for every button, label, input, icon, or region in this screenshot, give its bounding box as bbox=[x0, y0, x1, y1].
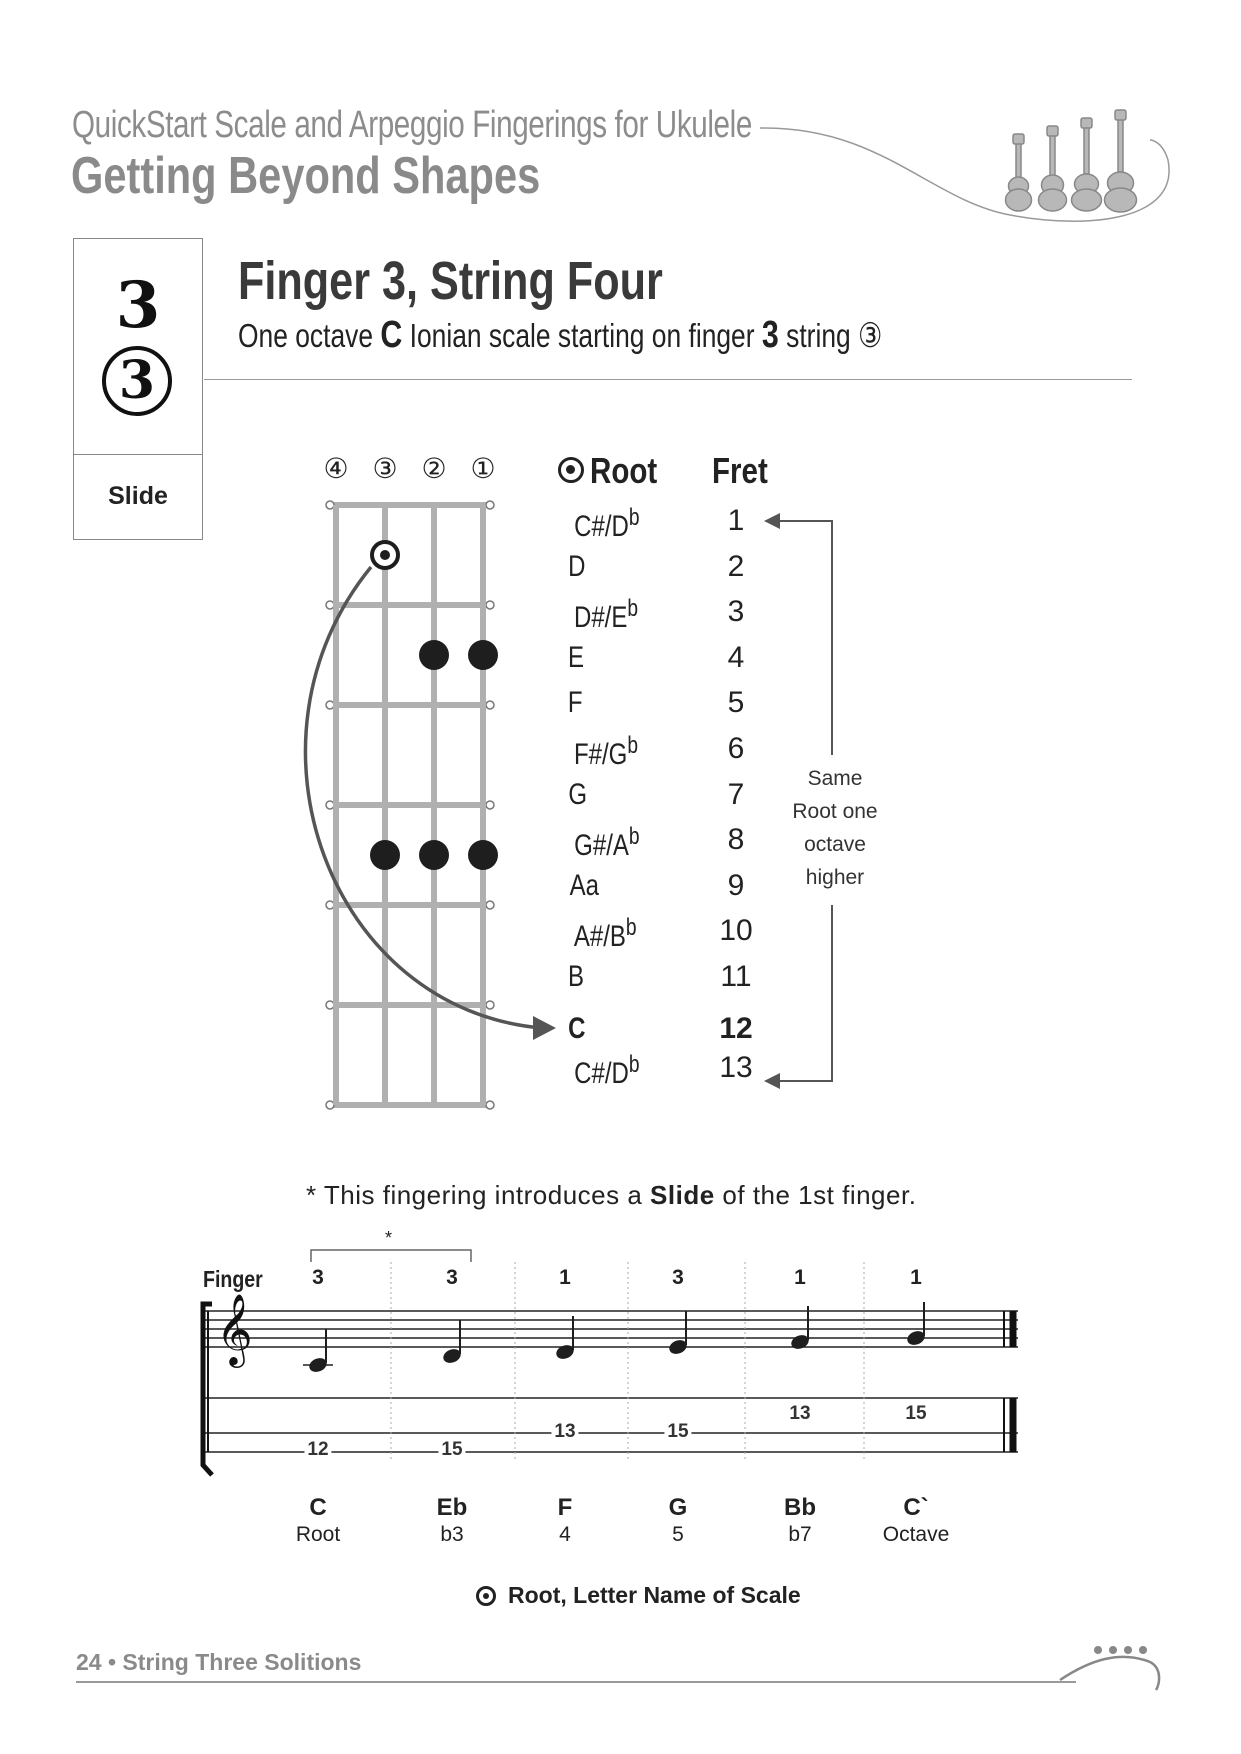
fret-number: 7 bbox=[727, 778, 745, 811]
scale-key: C bbox=[380, 314, 403, 356]
string-label: ① bbox=[470, 452, 496, 485]
flat-sign: b bbox=[627, 732, 639, 759]
finger-number-label: 3 bbox=[446, 1266, 458, 1289]
treble-clef-icon: 𝄞 bbox=[216, 1292, 253, 1365]
note-letter: D#/E bbox=[574, 601, 628, 634]
root-symbol-icon bbox=[476, 1586, 496, 1606]
scale-degree-interval: b3 bbox=[440, 1523, 464, 1546]
string-label: ③ bbox=[372, 452, 398, 485]
note-letter: C bbox=[568, 1012, 586, 1045]
scale-degree-interval: Root bbox=[295, 1523, 341, 1546]
flat-sign: b bbox=[628, 504, 640, 531]
slide-mark: * bbox=[385, 1228, 393, 1248]
same-root-line: higher bbox=[805, 866, 865, 889]
note-letter: A#/B bbox=[573, 920, 626, 953]
scale-degree-note: C bbox=[309, 1494, 327, 1521]
section-title: Finger 3, String Four bbox=[238, 251, 663, 311]
tab-fret-number: 15 bbox=[664, 1421, 691, 1443]
flat-sign: b bbox=[625, 914, 637, 941]
tab-fret-number: 13 bbox=[786, 1403, 813, 1425]
fret-number: 2 bbox=[727, 550, 745, 583]
finger-row-label: Finger bbox=[203, 1266, 263, 1292]
scale-degree-note: F bbox=[557, 1494, 573, 1521]
string-number-circle: 3 bbox=[102, 346, 172, 416]
same-root-line: Root one bbox=[792, 800, 878, 823]
same-root-line: Same bbox=[807, 767, 863, 790]
footer-page-label: 24 • String Three Solitions bbox=[76, 1649, 362, 1675]
finger-number-label: 1 bbox=[559, 1266, 571, 1289]
tab-fret-number: 13 bbox=[551, 1421, 578, 1443]
scale-degree-interval: Octave bbox=[882, 1523, 950, 1546]
finger-number-label: 3 bbox=[672, 1266, 684, 1289]
fret-column-header: Fret bbox=[712, 450, 768, 491]
subtitle-text: One octave bbox=[238, 317, 381, 354]
finger-number-label: 1 bbox=[910, 1266, 922, 1289]
note-letter: E bbox=[568, 641, 585, 674]
note-letter: Aa bbox=[569, 869, 600, 902]
chapter-title: Getting Beyond Shapes bbox=[71, 147, 541, 205]
scale-degree-note: Bb bbox=[784, 1494, 816, 1521]
fret-number: 12 bbox=[719, 1012, 753, 1045]
legend-label: Root, Letter Name of Scale bbox=[508, 1582, 801, 1608]
scale-degree-note: Eb bbox=[436, 1494, 468, 1521]
note-letter: G bbox=[568, 778, 588, 811]
scale-degree-note: C` bbox=[903, 1494, 929, 1521]
note-letter: C#/D bbox=[574, 510, 629, 543]
subtitle-text: string bbox=[778, 317, 859, 354]
note-letter: F#/G bbox=[574, 738, 628, 771]
technique-label: Slide bbox=[108, 482, 168, 510]
fret-number: 13 bbox=[719, 1051, 753, 1084]
footnote-bold: Slide bbox=[650, 1180, 715, 1210]
root-column-header: Root bbox=[590, 450, 658, 491]
slide-bracket bbox=[311, 1250, 471, 1262]
flat-sign: b bbox=[628, 823, 640, 850]
fret-number: 4 bbox=[727, 641, 745, 674]
note-letter: C#/D bbox=[574, 1057, 629, 1090]
string-label: ④ bbox=[323, 452, 349, 485]
scale-degree-note: G bbox=[668, 1494, 688, 1521]
flat-sign: b bbox=[628, 1051, 640, 1078]
fret-number: 3 bbox=[727, 595, 745, 628]
string-label: ② bbox=[421, 452, 447, 485]
scale-degree-interval: 5 bbox=[672, 1523, 684, 1546]
tab-fret-number: 15 bbox=[902, 1403, 929, 1425]
note-letter: D bbox=[568, 550, 586, 583]
footnote-text: of the 1st finger. bbox=[714, 1180, 917, 1210]
flat-sign: b bbox=[627, 595, 639, 622]
legend bbox=[476, 1582, 801, 1609]
note-letter: G#/A bbox=[574, 829, 629, 862]
book-title: QuickStart Scale and Arpeggio Fingerings for Ukulele bbox=[72, 104, 752, 146]
same-root-line: octave bbox=[804, 833, 866, 856]
finger-number-label: 1 bbox=[794, 1266, 806, 1289]
tab-fret-number: 12 bbox=[304, 1439, 331, 1461]
fret-number: 9 bbox=[727, 869, 745, 902]
fret-number: 10 bbox=[719, 914, 753, 947]
note-letter: B bbox=[568, 960, 585, 993]
fret-number: 8 bbox=[727, 823, 745, 856]
fret-number: 11 bbox=[720, 960, 752, 993]
scale-degree-interval: 4 bbox=[559, 1523, 571, 1546]
scale-degree-interval: b7 bbox=[788, 1523, 812, 1546]
tab-fret-number: 15 bbox=[438, 1439, 465, 1461]
finger-number: 3 bbox=[115, 268, 161, 343]
note-letter: F bbox=[567, 686, 583, 719]
fret-number: 1 bbox=[727, 504, 745, 537]
finger-number-label: 3 bbox=[312, 1266, 324, 1289]
fret-number: 6 bbox=[727, 732, 745, 765]
string-ref-circle: ③ bbox=[858, 316, 883, 356]
fret-number: 5 bbox=[727, 686, 745, 719]
footnote-text: * This fingering introduces a bbox=[306, 1180, 651, 1210]
finger-ref: 3 bbox=[761, 314, 779, 356]
subtitle-text: Ionian scale starting on finger bbox=[402, 317, 762, 354]
